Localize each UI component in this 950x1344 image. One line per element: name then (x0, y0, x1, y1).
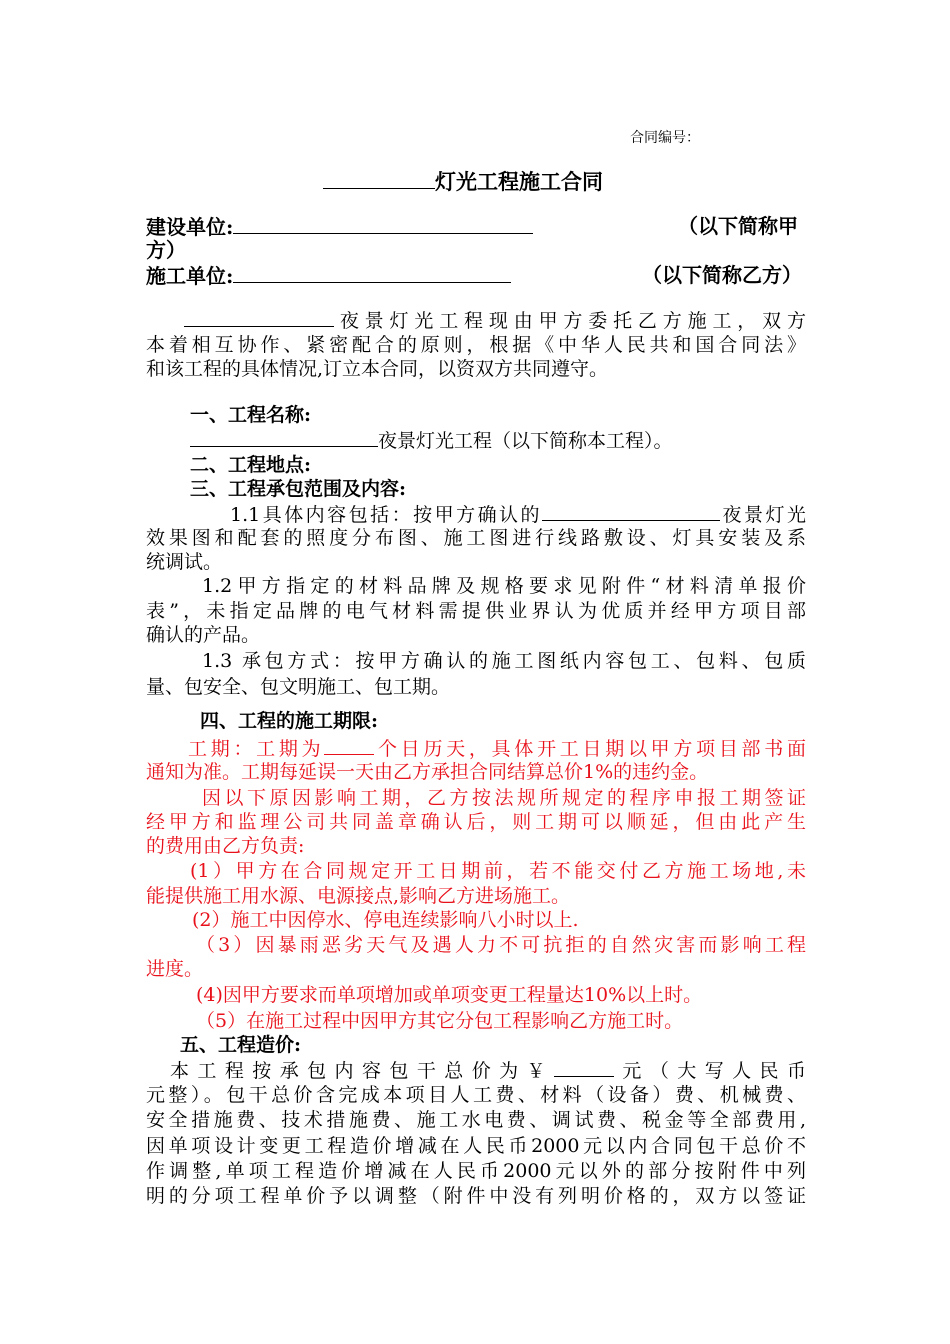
s4-item-1-line-2: 能提供施工用水源、电源接点,影响乙方进场施工。 (146, 885, 571, 907)
section-1-text: 夜景灯光工程（以下简称本工程）。 (378, 430, 673, 452)
s4-line-1 (146, 735, 806, 761)
s4-item-1-line-1 (146, 859, 806, 883)
intro-line-3: 和该工程的具体情况,订立本合同，以资双方共同遵守。 (146, 358, 609, 380)
party-b-blank (233, 263, 511, 283)
s4-item-3-line-2: 进度。 (146, 958, 204, 980)
s5-line-1-a: 本工程按承包内容包干总价为 (170, 1060, 527, 1082)
s5-line-1-b: 元（大写人民币 (613, 1060, 806, 1082)
item-1-1-line-3: 统调试。 (146, 551, 223, 573)
section-5-heading: 五、工程造价: (180, 1034, 302, 1056)
party-a-line (146, 214, 806, 239)
s4-line-4: 经甲方和监理公司共同盖章确认后，则工期可以顺延，但由此产生 (146, 811, 806, 833)
s4-item-3-text: （3）因暴雨恶劣天气及遇人力不可抗拒的自然灾害而影响工程 (196, 934, 806, 956)
item-1-1-blank (542, 501, 720, 521)
section-1-line (190, 427, 850, 453)
s5-line-5: 作调整,单项工程造价增减在人民币2000元以外的部分按附件中列 (146, 1160, 806, 1182)
title-text: 灯光工程施工合同 (435, 169, 603, 194)
duration-blank (324, 735, 374, 755)
s4-item-1-text: (1）甲方在合同规定开工日期前，若不能交付乙方施工场地,未 (190, 860, 806, 882)
item-1-3-text: 1.3 承包方式：按甲方确认的施工图纸内容包工、包料、包质 (202, 650, 806, 672)
contract-number-label: 合同编号： (630, 130, 700, 146)
intro-text-1: 夜景灯光工程现由甲方委托乙方施工，双方 (334, 310, 806, 332)
section-3-heading: 三、工程承包范围及内容: (190, 478, 407, 500)
item-1-2-line-1 (146, 574, 806, 598)
s5-line-6: 明的分项工程单价予以调整（附件中没有列明价格的，双方以签证 (146, 1185, 806, 1207)
item-1-2-text: 1.2甲方指定的材料品牌及规格要求见附件“材料清单报价 (202, 575, 806, 597)
s4-line-1-a: 工期：工期为 (188, 738, 325, 760)
s5-line-1 (146, 1057, 806, 1083)
s4-line-3 (146, 786, 806, 810)
party-b-line (146, 263, 806, 288)
s5-line-4: 因单项设计变更工程造价增减在人民币2000元以内合同包干总价不 (146, 1135, 806, 1157)
item-1-3-line-1 (146, 649, 806, 673)
s4-line-1-b: 个日历天，具体开工日期以甲方项目部书面 (374, 738, 806, 760)
item-1-1-line-1 (146, 501, 806, 527)
intro-line-2: 本着相互协作、紧密配合的原则，根据《中华人民共和国合同法》 (146, 334, 806, 356)
project-blank (184, 307, 334, 327)
s4-item-2: (2）施工中因停水、停电连续影响八小时以上. (192, 909, 579, 931)
item-1-1-text-b: 夜景灯光 (720, 504, 806, 526)
item-1-1-line-2: 效果图和配套的照度分布图、施工图进行线路敷设、灯具安装及系 (146, 527, 806, 549)
s5-line-2: 元整）。包干总价含完成本项目人工费、材料（设备）费、机械费、 (146, 1084, 806, 1106)
item-1-2-line-2: 表”，未指定品牌的电气材料需提供业界认为优质并经甲方项目部 (146, 600, 806, 622)
s4-line-3-text: 因以下原因影响工期，乙方按法规所规定的程序申报工期签证 (202, 787, 806, 809)
party-a-label: 建设单位: (146, 215, 234, 239)
section-1-heading: 一、工程名称: (190, 404, 312, 426)
section-2-heading: 二、工程地点: (190, 454, 312, 476)
item-1-1-text-a: 1.1具体内容包括：按甲方确认的 (230, 504, 543, 526)
project-name-blank (190, 427, 378, 447)
yen-sign: ￥ (526, 1060, 554, 1082)
s4-line-2: 通知为准。工期每延误一天由乙方承担合同结算总价1%的违约金。 (146, 761, 709, 783)
intro-line-1 (146, 307, 806, 333)
s4-item-5: （5）在施工过程中因甲方其它分包工程影响乙方施工时。 (196, 1010, 684, 1032)
item-1-3-line-2: 量、包安全、包文明施工、包工期。 (146, 676, 451, 698)
party-b-label: 施工单位: (146, 264, 234, 288)
section-4-heading: 四、工程的施工期限: (200, 710, 379, 732)
party-a-blank (233, 214, 533, 234)
party-a-suffix: （以下简称甲 (678, 214, 798, 238)
party-a-suffix-cont: 方） (146, 238, 186, 262)
s5-line-3: 安全措施费、技术措施费、施工水电费、调试费、税金等全部费用, (146, 1109, 806, 1131)
title-blank (323, 168, 435, 189)
item-1-2-line-3: 确认的产品。 (146, 624, 261, 646)
s4-item-4: (4)因甲方要求而单项增加或单项变更工程量达10%以上时。 (196, 984, 703, 1006)
s4-line-5: 的费用由乙方负责: (146, 835, 305, 857)
s4-item-3-line-1 (146, 933, 806, 957)
contract-title (323, 168, 603, 196)
party-b-suffix: （以下简称乙方） (642, 263, 802, 287)
price-blank (554, 1057, 614, 1077)
